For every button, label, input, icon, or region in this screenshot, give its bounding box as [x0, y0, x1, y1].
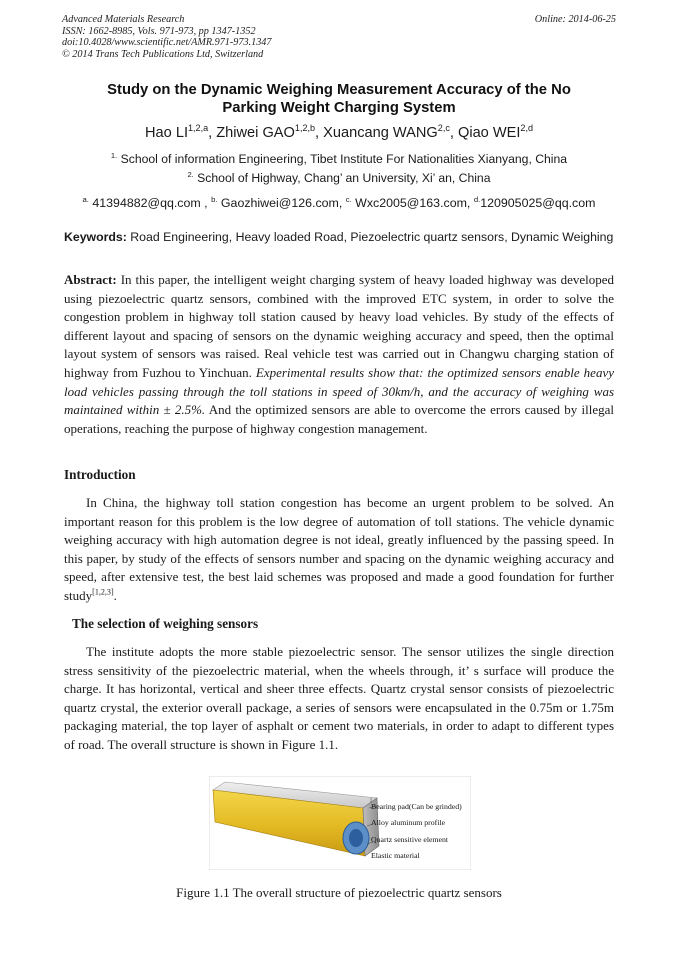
callout-elastic-material: Elastic material	[371, 851, 420, 861]
journal-issn: ISSN: 1662-8985, Vols. 971-973, pp 1347-1352	[62, 25, 256, 37]
email-link: 41394882@qq.com ,	[88, 196, 212, 210]
affiliation-mark: 2.	[187, 169, 194, 179]
author-name: Xuancang WANG	[323, 125, 438, 141]
affiliation	[62, 171, 616, 186]
email-mark: b.	[211, 194, 218, 204]
keywords	[64, 228, 614, 246]
figure-callouts	[371, 799, 462, 865]
journal-copyright: © 2014 Trans Tech Publications Ltd, Switzerland	[62, 48, 264, 60]
introduction-paragraph	[64, 494, 614, 606]
author-name: Qiao WEI	[457, 125, 521, 141]
callout-alloy-profile: Alloy aluminum profile	[371, 818, 446, 828]
author-affil-mark: 2,c	[437, 123, 450, 134]
email-link: Wxc2005@163.com,	[351, 196, 474, 210]
email-list	[62, 196, 616, 211]
abstract-text-end: And the optimized sensors are able to overcome the errors caused by illegal operations, reaching the purpose of highway congestion management.	[64, 402, 614, 436]
email-mark: c.	[345, 194, 352, 204]
abstract-results: Experimental results show that: the optimized sensors enable heavy load vehicles passing through the toll stations in speed of 30km/h, and the accuracy of weighing was maintained within ± 2.5%.	[64, 364, 614, 418]
keywords-label: Keywords:	[64, 230, 127, 244]
online-date: Online: 2014-06-25	[534, 14, 616, 25]
affiliation-text: School of Highway, Chang’ an University, Xi’ an, China	[193, 171, 491, 185]
section-heading-introduction: Introduction	[64, 467, 136, 482]
paper-title	[62, 81, 616, 117]
citation: [1,2,3]	[92, 587, 114, 597]
abstract-text: In this paper, the intelligent weight charging system of heavy loaded highway was developed using piezoelectric quartz sensors, combined with the improved ETC system, in order to solve the congestion problem in highway toll station caused by heavy load vehicles. By study of the effects of different layout and spacing of sensors on the dynamic weighing accuracy and speed, then the optimal layout system of sensors was raised. Real vehicle test was carried out in Changwu charging station of highway from Fuzhou to Yinchuan.	[64, 272, 614, 380]
affiliation	[62, 152, 616, 167]
author-affil-mark: 1,2,b	[294, 123, 316, 134]
author-affil-mark: 2,d	[520, 123, 533, 134]
author-name: Zhiwei GAO	[216, 125, 295, 141]
affiliation-mark: 1.	[110, 150, 118, 160]
callout-bearing-pad: Bearing pad(Can be grinded)	[371, 802, 462, 811]
introduction-end: .	[113, 587, 117, 603]
section-heading-weighing-sensors: The selection of weighing sensors	[72, 616, 259, 631]
author-list: Hao LI$^{1,2,a}$, Zhiwei GAO$^{1,2,b}$, Xuancang WANG$^{2,c}$, Qiao WEI$^{2,d}$	[145, 123, 533, 141]
email-link: Gaozhiwei@126.com,	[217, 196, 346, 210]
journal-header	[62, 14, 616, 60]
title-line-1: Study on the Dynamic Weighing Measurement Accuracy of the No	[107, 82, 571, 98]
email-mark: a.	[82, 194, 89, 204]
author-affil-mark: 1,2,a	[188, 123, 209, 134]
introduction-text: In China, the highway toll station congestion has become an urgent problem to be solved. An important reason for this problem is the low degree of automation of toll stations. The vehicle dynamic weighing accuracy with high automation degree is not ideal, greatly influenced by the passing speed. In this paper, by study of the effects of sensors number and spacing on the dynamic weighing accuracy and speed, after extensive test, the best laid schemes was proposed and made a good foundation for further study	[64, 495, 614, 603]
abstract	[64, 271, 614, 438]
journal-doi: doi:10.4028/www.scientific.net/AMR.971-973.1347	[62, 37, 272, 48]
callout-quartz-element: Quartz sensitive element	[371, 834, 449, 844]
journal-name: Advanced Materials Research	[62, 14, 185, 25]
quartz-element-core	[349, 829, 363, 847]
email-link: 120905025@qq.com	[480, 196, 596, 210]
figure-caption: Figure 1.1 The overall structure of piezoelectric quartz sensors	[176, 885, 502, 900]
author-name: Hao LI	[145, 125, 188, 141]
keywords-text: Road Engineering, Heavy loaded Road, Piezoelectric quartz sensors, Dynamic Weighing	[126, 230, 614, 244]
email-mark: d.	[473, 194, 481, 204]
title-line-2: Parking Weight Charging System	[222, 100, 456, 116]
affiliation-text: School of information Engineering, Tibet Institute For Nationalities Xianyang, China	[117, 152, 568, 166]
abstract-label: Abstract:	[64, 272, 117, 287]
weighing-sensors-paragraph: The institute adopts the more stable piezoelectric sensor. The sensor utilizes the single direction stress sensitivity of the piezoelectric material, when the wheels through, it’ s surface will produce the charge. It has horizontal, vertical and sheer three effects. Quartz crystal sensor consists of piezoelectric quartz crystal, the exterior overall package, a series of sensors were encapsulated in the 0.75m or 1.75m packaging material, the top layer of asphalt or cement two materials, in order to adapt to different types of road. The overall structure is shown in Figure 1.1.	[64, 644, 614, 752]
